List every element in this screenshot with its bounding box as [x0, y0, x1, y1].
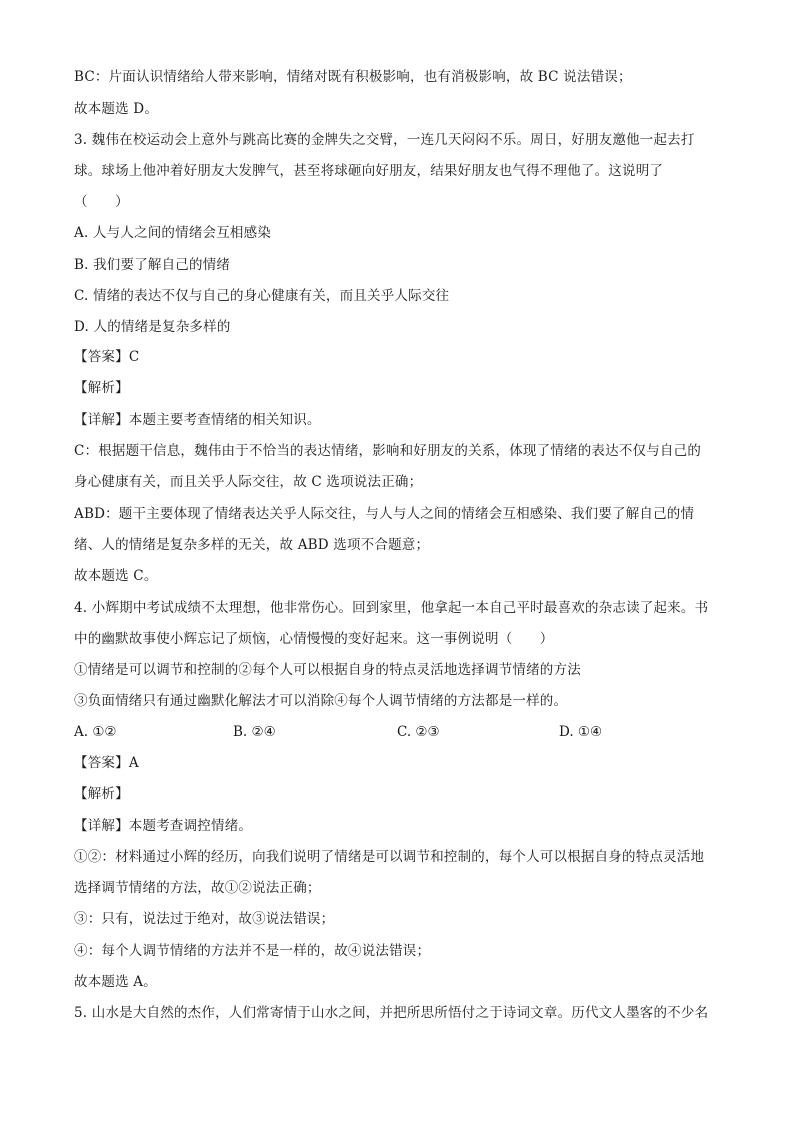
q3-conclusion: 故本题选 C。: [74, 568, 158, 584]
q4-statements-1-2: ①情绪是可以调节和控制的②每个人可以根据自身的特点灵活地选择调节情绪的方法: [74, 662, 581, 678]
q4-detail-12-line2: 选择调节情绪的方法，故①②说法正确；: [74, 880, 321, 896]
prev-analysis-bc: BC：片面认识情绪给人带来影响，情绪对既有积极影响，也有消极影响，故 BC 说法错误；: [74, 69, 632, 85]
q3-detail-c-line1: C：根据题干信息，魏伟由于不恰当的表达情绪，影响和好朋友的关系，体现了情绪的表达不仅与自己的: [74, 443, 702, 459]
q4-option-d: D. ①④: [559, 724, 603, 740]
q4-stem-line1: 4. 小辉期中考试成绩不太理想，他非常伤心。回到家里，他拿起一本自己平时最喜欢的杂志读了起来。书: [74, 600, 709, 616]
q4-option-b: B. ②④: [233, 724, 276, 740]
q3-detail-c-line2: 身心健康有关，而且关乎人际交往，故 C 选项说法正确；: [74, 474, 423, 490]
q4-answer: [74, 753, 724, 773]
q3-detail-abd-line2: 绪、人的情绪是复杂多样的无关，故 ABD 选项不合题意；: [74, 537, 430, 553]
q4-stem-line2: 中的幽默故事使小辉忘记了烦恼，心情慢慢的变好起来。这一事例说明（ ）: [74, 631, 554, 647]
q3-stem-line2: 球。球场上他冲着好朋友大发脾气，甚至将球砸向好朋友，结果好朋友也气得不理他了。这说明了: [74, 163, 664, 179]
q4-detail-intro: 【详解】本题考查调控情绪。: [74, 818, 253, 834]
q4-detail-12-line1: ①②：材料通过小辉的经历，向我们说明了情绪是可以调节和控制的，每个人可以根据自身的特点灵活地: [74, 849, 705, 865]
q3-option-d: D. 人的情绪是复杂多样的: [74, 319, 231, 335]
q3-detail-intro: 【详解】本题主要考查情绪的相关知识。: [74, 412, 321, 428]
q3-option-b: B. 我们要了解自己的情绪: [74, 257, 231, 273]
q3-stem-line1: 3. 魏伟在校运动会上意外与跳高比赛的金牌失之交臂，一连几天闷闷不乐。周日，好朋友邀他一起去打: [74, 132, 695, 148]
q3-option-c: C. 情绪的表达不仅与自己的身心健康有关，而且关乎人际交往: [74, 288, 450, 304]
q4-statements-3-4: ③负面情绪只有通过幽默化解法才可以消除④每个人调节情绪的方法都是一样的。: [74, 693, 568, 709]
q4-option-a: A. ①②: [74, 724, 117, 740]
q3-detail-abd-line1: ABD：题干主要体现了情绪表达关乎人际交往，与人与人之间的情绪会互相感染、我们要了解自己的情: [74, 506, 695, 522]
q5-stem-line1: 5. 山水是大自然的杰作，人们常寄情于山水之间，并把所思所悟付之于诗词文章。历代文人墨客的不少名: [74, 1005, 709, 1021]
q4-options-row: [74, 722, 724, 742]
q4-detail-4: ④：每个人调节情绪的方法并不是一样的，故④说法错误；: [74, 943, 431, 959]
q4-conclusion: 故本题选 A。: [74, 974, 157, 990]
q4-option-c: C. ②③: [397, 724, 440, 740]
q3-analysis-tag: 【解析】: [74, 380, 129, 396]
q4-answer-tag: 【答案】: [74, 755, 129, 771]
q3-answer-value: C: [128, 349, 140, 365]
q3-answer: [74, 347, 724, 367]
q4-analysis-tag: 【解析】: [74, 786, 129, 802]
q4-detail-3: ③：只有，说法过于绝对，故③说法错误；: [74, 911, 335, 927]
q3-answer-tag: 【答案】: [74, 349, 129, 365]
q3-answer-bracket: （ ）: [74, 194, 129, 210]
prev-conclusion: 故本题选 D。: [74, 101, 159, 117]
q4-answer-value: A: [128, 755, 139, 771]
q3-option-a: A. 人与人之间的情绪会互相感染: [74, 225, 272, 241]
